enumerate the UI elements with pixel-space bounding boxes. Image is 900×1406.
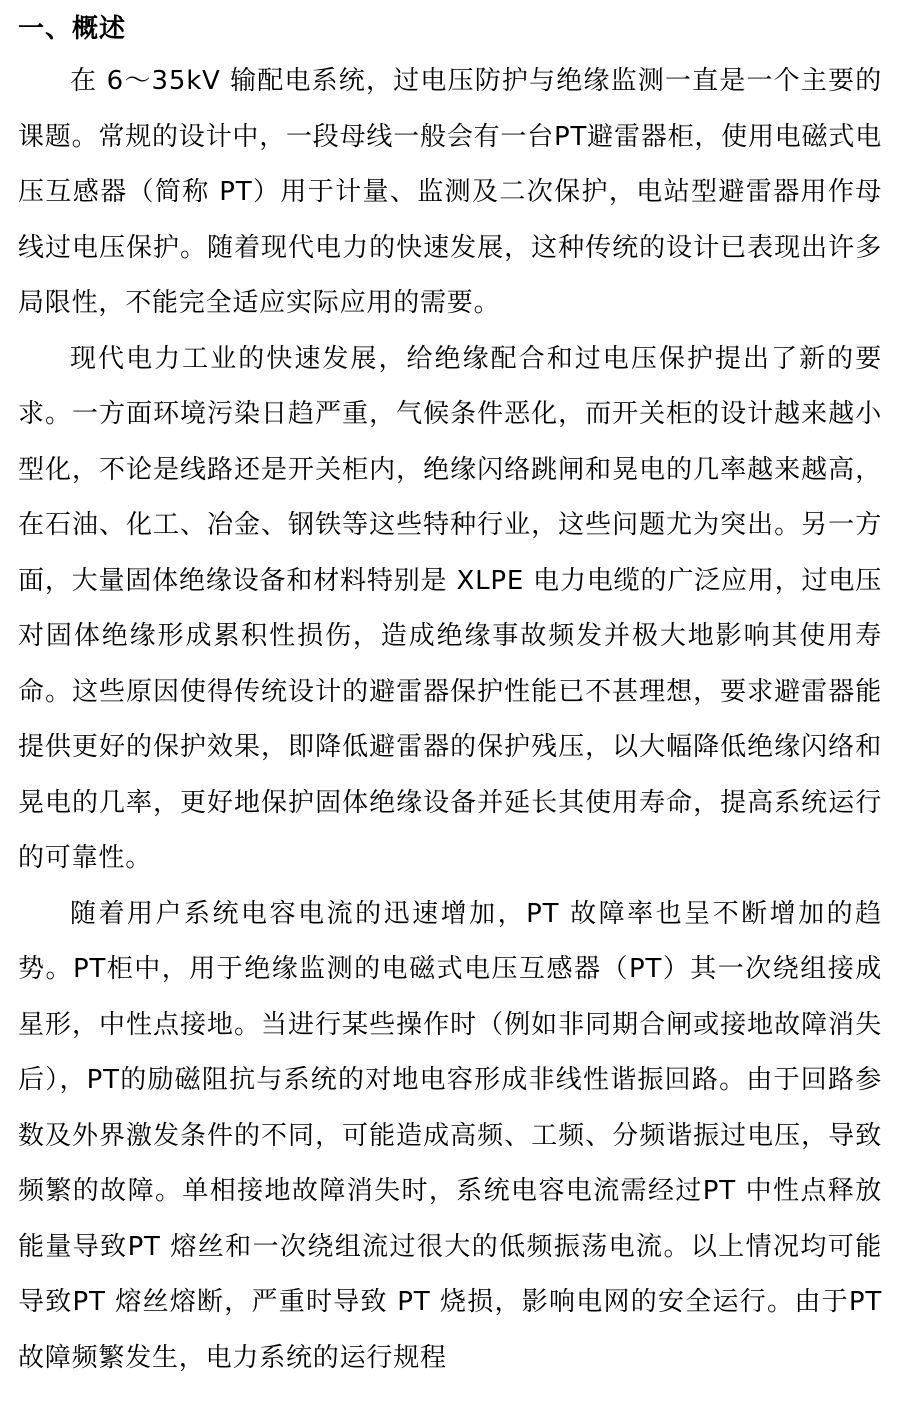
- paragraph-1: 在 6～35kV 输配电系统，过电压防护与绝缘监测一直是一个主要的课题。常规的设计中，一段母线一般会有一台PT避雷器柜，使用电磁式电压互感器（简称 PT）用于计量、监测及二次保护，电站型避雷器用作母线过电压保护。随着现代电力的快速发展，这种传统的设计已表现出许多局限性，不能完全适应实际应用的需要。: [18, 66, 882, 318]
- paragraph-2: 现代电力工业的快速发展，给绝缘配合和过电压保护提出了新的要求。一方面环境污染日趋严重，气候条件恶化，而开关柜的设计越来越小型化，不论是线路还是开关柜内，绝缘闪络跳闸和晃电的几率越来越高，在石油、化工、冶金、钢铁等这些特种行业，这些问题尤为突出。另一方面，大量固体绝缘设备和材料特别是 XLPE 电力电缆的广泛应用，过电压对固体绝缘形成累积性损伤，造成绝缘事故频发并极大地影响其使用寿命。这些原因使得传统设计的避雷器保护性能已不甚理想，要求避雷器能提供更好的保护效果，即降低避雷器的保护残压，以大幅降低绝缘闪络和晃电的几率，更好地保护固体绝缘设备并延长其使用寿命，提高系统运行的可靠性。: [18, 343, 882, 873]
- paragraph-3: 随着用户系统电容电流的迅速增加，PT 故障率也呈不断增加的趋势。PT柜中，用于绝缘监测的电磁式电压互感器（PT）其一次绕组接成星形，中性点接地。当进行某些操作时（例如非同期合闸或接地故障消失后），PT的励磁阻抗与系统的对地电容形成非线性谐振回路。由于回路参数及外界激发条件的不同，可能造成高频、工频、分频谐振过电压，导致频繁的故障。单相接地故障消失时，系统电容电流需经过PT 中性点释放能量导致PT 熔丝和一次绕组流过很大的低频振荡电流。以上情况均可能导致PT 熔丝熔断，严重时导致 PT 烧损，影响电网的安全运行。由于PT 故障频繁发生，电力系统的运行规程: [18, 898, 882, 1373]
- section-heading: 一、概述: [18, 14, 127, 44]
